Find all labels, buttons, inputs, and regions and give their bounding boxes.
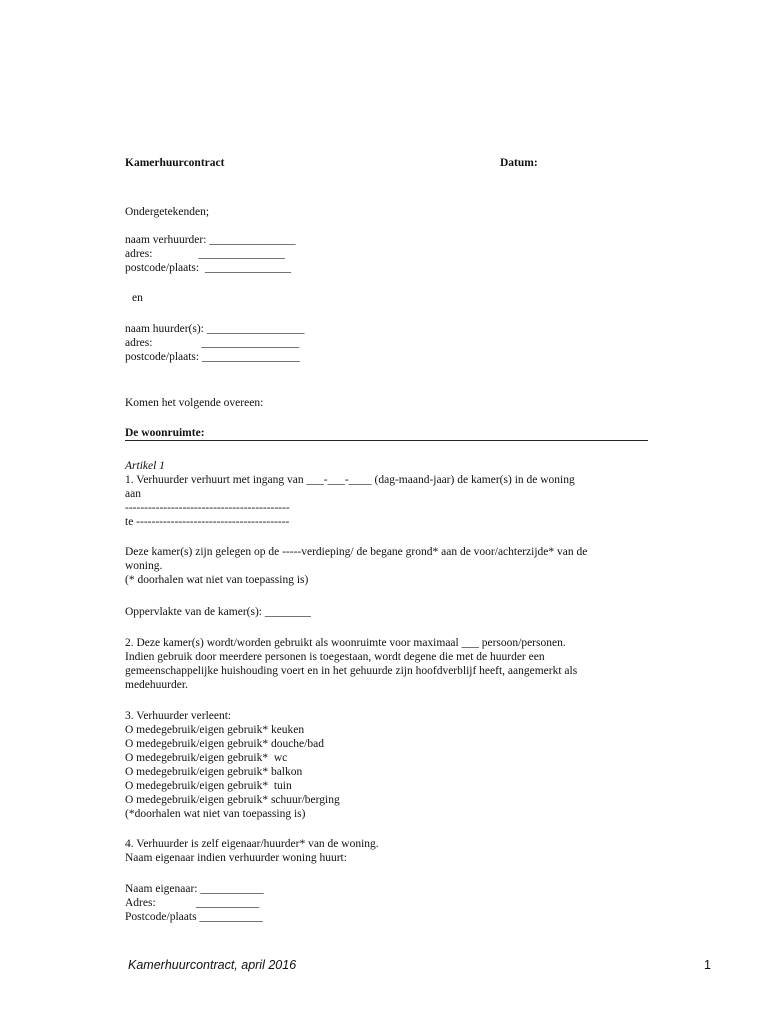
article-1-line-3: ------------------------------------------- xyxy=(125,502,290,514)
room-area-field: Oppervlakte van de kamer(s): ________ xyxy=(125,606,311,618)
facility-item-kitchen: O medegebruik/eigen gebruik* keuken xyxy=(125,724,305,736)
article-1-line-1: 1. Verhuurder verhuurt met ingang van ___-___-____ (dag-maand-jaar) de kamer(s) in de woning xyxy=(125,474,575,486)
and-text: en xyxy=(132,292,143,304)
tenant-postcode-field: postcode/plaats: _________________ xyxy=(125,351,300,363)
section-heading: De woonruimte: xyxy=(125,427,205,439)
tenant-name-field: naam huurder(s): _________________ xyxy=(125,323,305,335)
owner-postcode-field: Postcode/plaats ___________ xyxy=(125,911,263,923)
article-4-line-2: Naam eigenaar indien verhuurder woning huurt: xyxy=(125,852,347,864)
date-label: Datum: xyxy=(500,157,538,169)
article-2-line-1: 2. Deze kamer(s) wordt/worden gebruikt als woonruimte voor maximaal ___ persoon/personen. xyxy=(125,637,566,649)
landlord-postcode-field: postcode/plaats: _______________ xyxy=(125,262,292,274)
article-2-line-4: medehuurder. xyxy=(125,679,188,691)
parties-intro: Ondergetekenden; xyxy=(125,206,210,218)
facility-item-balcony: O medegebruik/eigen gebruik* balkon xyxy=(125,766,303,778)
agreement-text: Komen het volgende overeen: xyxy=(125,397,264,409)
landlord-name-field: naam verhuurder: _______________ xyxy=(125,234,296,246)
article-2-line-3: gemeenschappelijke huishouding voert en in het gehuurde zijn hoofdverblijf heeft, aangemerkt als xyxy=(125,665,578,677)
footer-text: Kamerhuurcontract, april 2016 xyxy=(128,958,297,972)
page-number: 1 xyxy=(704,958,711,972)
article-1-label: Artikel 1 xyxy=(125,460,165,472)
article-1-line-4: te ---------------------------------------- xyxy=(125,516,290,528)
facility-item-garden: O medegebruik/eigen gebruik* tuin xyxy=(125,780,292,792)
floor-line-2: woning. xyxy=(125,560,163,572)
facility-item-shower: O medegebruik/eigen gebruik* douche/bad xyxy=(125,738,324,750)
floor-note: (* doorhalen wat niet van toepassing is) xyxy=(125,574,309,586)
owner-address-field: Adres: ___________ xyxy=(125,897,260,909)
document-title: Kamerhuurcontract xyxy=(125,157,225,169)
facility-item-wc: O medegebruik/eigen gebruik* wc xyxy=(125,752,288,764)
article-4-line-1: 4. Verhuurder is zelf eigenaar/huurder* van de woning. xyxy=(125,838,379,850)
section-divider xyxy=(125,440,648,441)
facility-item-storage: O medegebruik/eigen gebruik* schuur/berging xyxy=(125,794,340,806)
article-3-note: (*doorhalen wat niet van toepassing is) xyxy=(125,808,306,820)
article-3-intro: 3. Verhuurder verleent: xyxy=(125,710,232,722)
article-2-line-2: Indien gebruik door meerdere personen is toegestaan, wordt degene die met de huurder een xyxy=(125,651,545,663)
owner-name-field: Naam eigenaar: ___________ xyxy=(125,883,264,895)
tenant-address-field: adres: _________________ xyxy=(125,337,300,349)
article-1-line-2: aan xyxy=(125,488,141,500)
landlord-address-field: adres: _______________ xyxy=(125,248,285,260)
floor-line-1: Deze kamer(s) zijn gelegen op de -----verdieping/ de begane grond* aan de voor/achterzijde* van de xyxy=(125,546,588,558)
